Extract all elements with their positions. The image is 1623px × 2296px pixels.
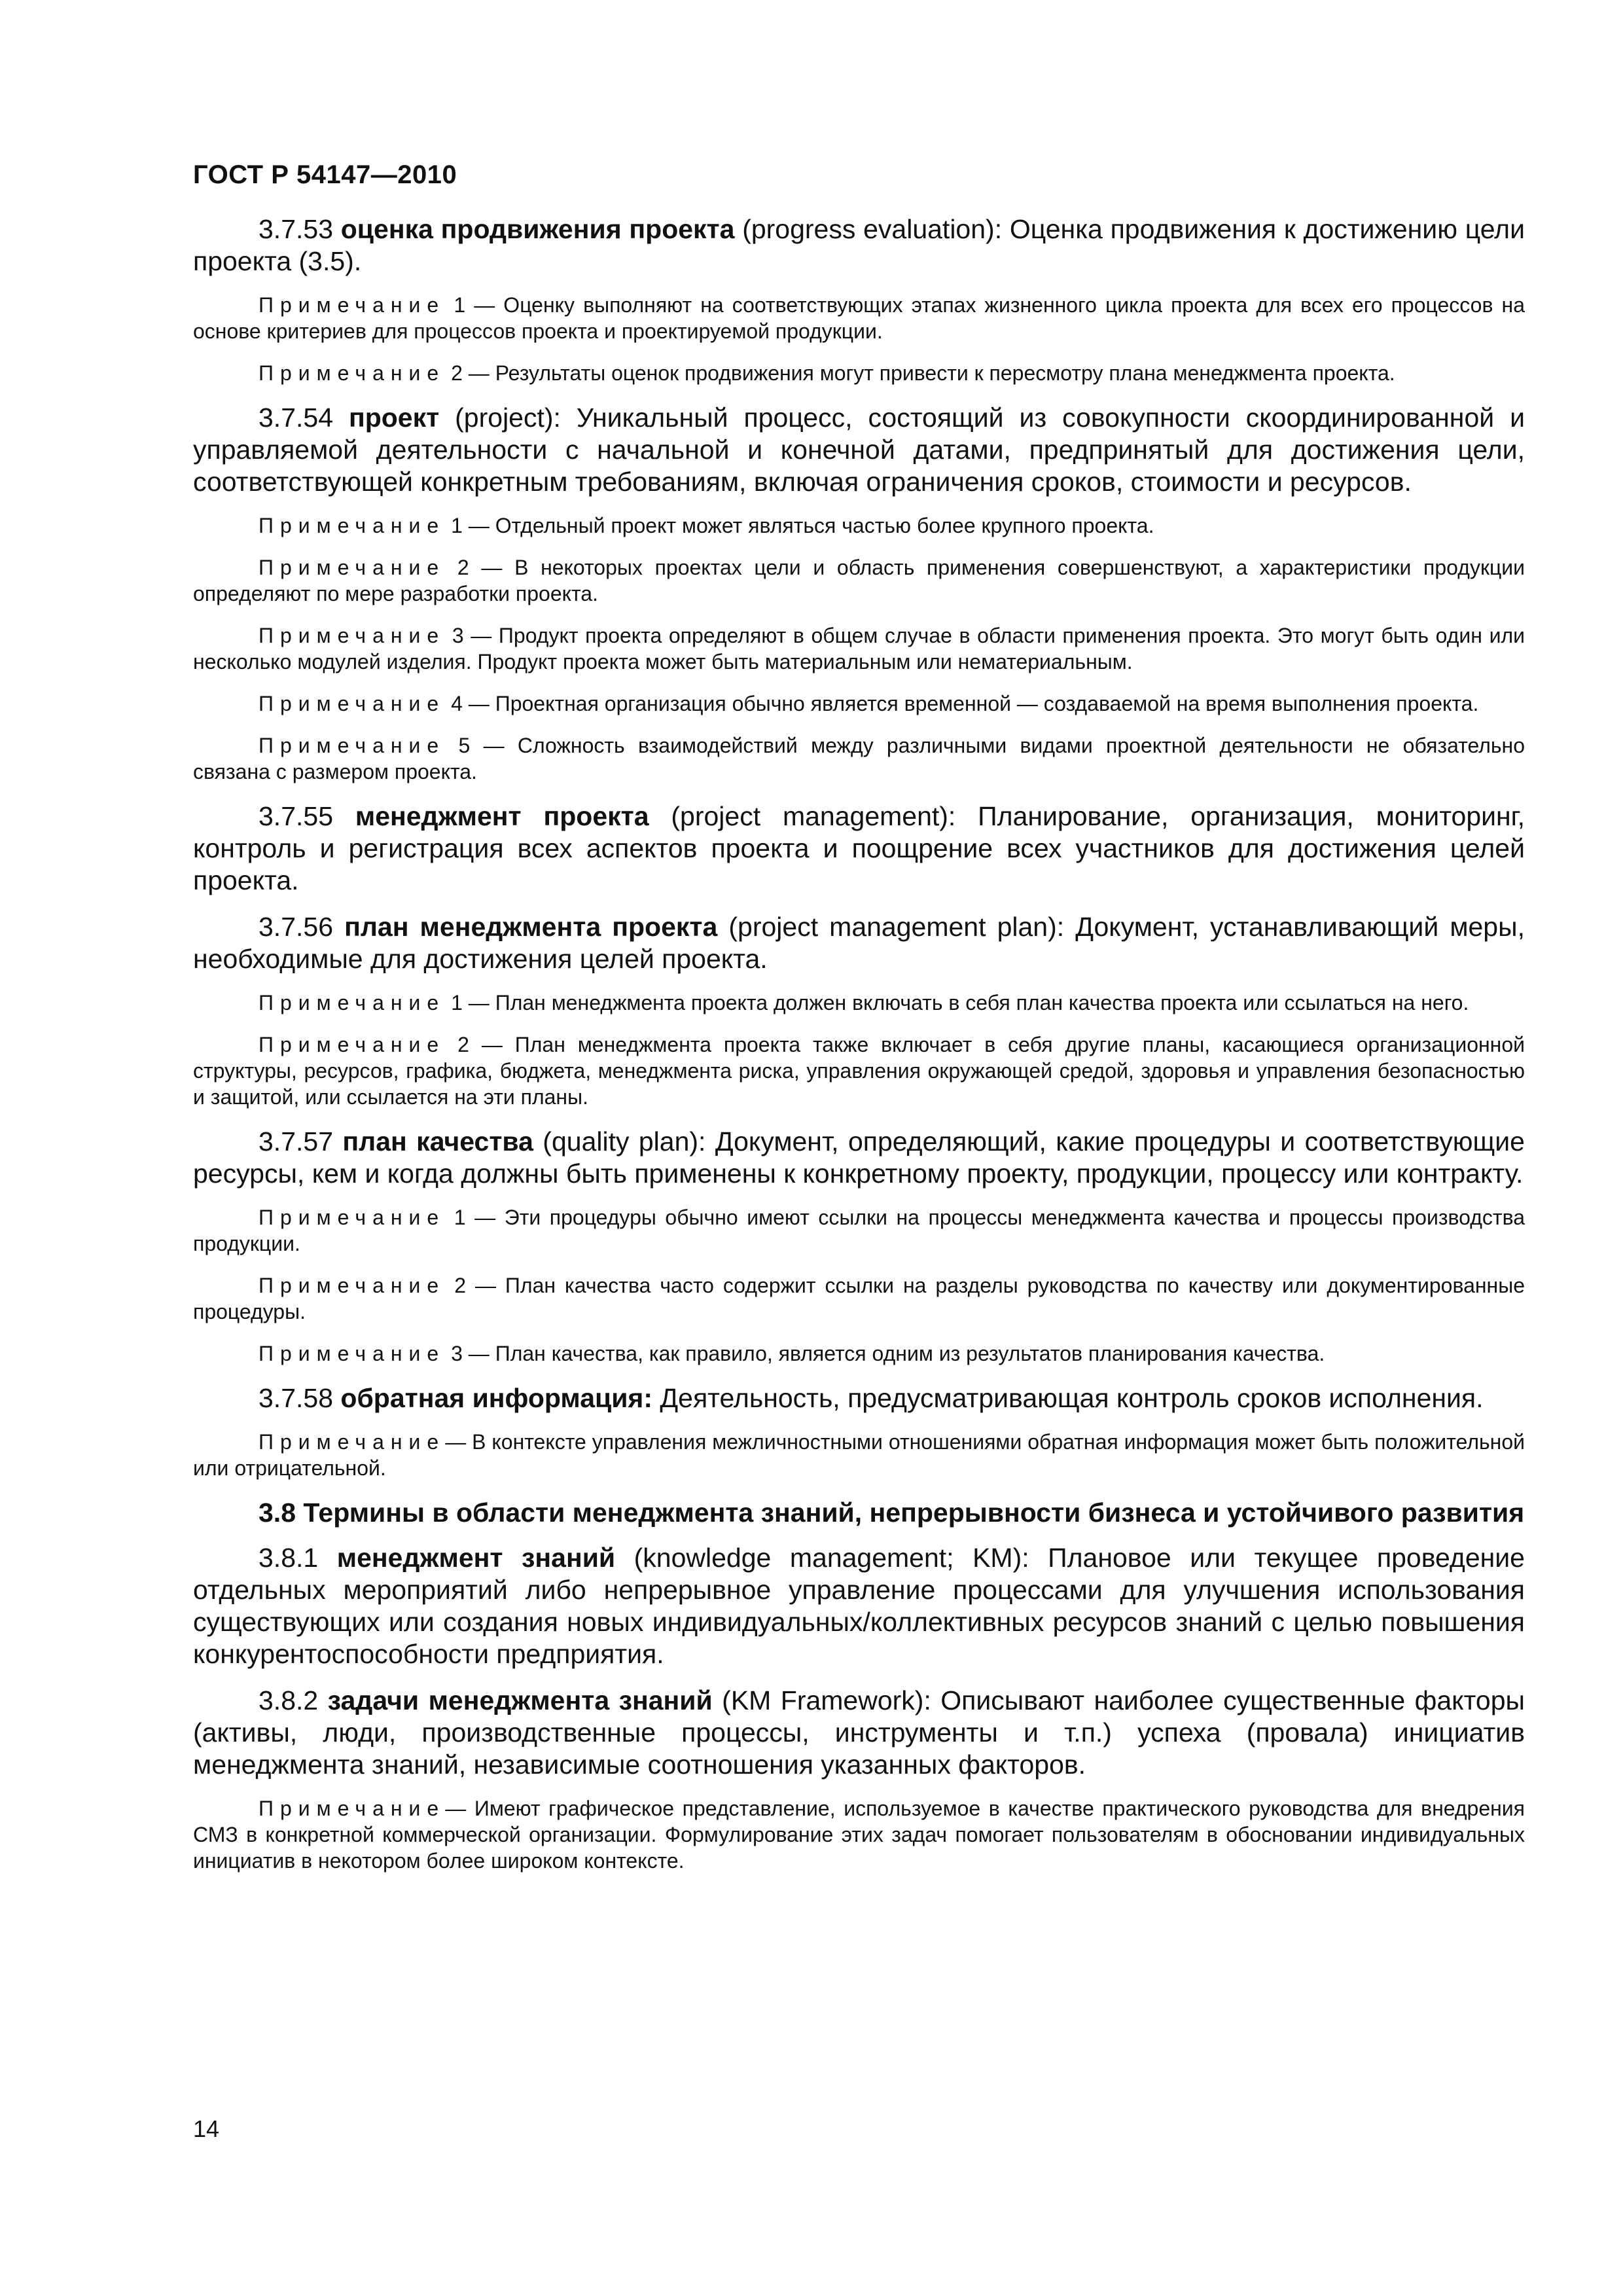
document-header: ГОСТ Р 54147—2010 — [193, 160, 457, 189]
note-number: 2 — [457, 1033, 469, 1056]
term-name: менеджмент знаний — [336, 1543, 616, 1573]
term-number: 3.7.56 — [259, 912, 333, 942]
term-name: план качества — [342, 1126, 533, 1157]
term-definition — [193, 1382, 1525, 1414]
note-number: 1 — [451, 991, 463, 1014]
note-number: 1 — [451, 514, 463, 537]
term-text: (progress evaluation): Оценка продвижения к достижению цели проекта (3.5). — [193, 214, 1525, 276]
note-text: План менеджмента проекта должен включать в себя план качества проекта или ссылаться на него. — [495, 991, 1469, 1014]
term-number: 3.8.1 — [259, 1543, 319, 1573]
note-label: Примечание — [259, 556, 446, 579]
note-text: В некоторых проектах цели и область применения совершенствуют, а характеристики продукции определяют по мере разработки проекта. — [193, 556, 1525, 605]
term-definition — [193, 402, 1525, 498]
note-text: Оценку выполняют на соответствующих этапах жизненного цикла проекта для всех его процессов на основе критериев для процессов проекта и проектируемой продукции. — [193, 293, 1525, 343]
note: Примечание 1 — Эти процедуры обычно имеют ссылки на процессы менеджмента качества и процессы производства продукции. — [193, 1206, 1525, 1255]
note-number: 4 — [451, 692, 463, 715]
note-number: 3 — [451, 1342, 463, 1365]
note-number: 2 — [451, 361, 463, 385]
term-number: 3.7.57 — [259, 1126, 333, 1157]
note-number: 1 — [454, 293, 466, 317]
term-definition — [193, 1542, 1525, 1670]
note: Примечание 2 — План менеджмента проекта также включает в себя другие планы, касающиеся организационной структуры, ресурсов, графика, бюджета, менеджмента риска, управления окружающей средой, здоровья и управления безопасностью и защитой, или ссылается на эти планы. — [193, 1033, 1525, 1109]
document-page — [193, 160, 1525, 1890]
page-number: 14 — [193, 2115, 220, 2142]
term-text: (knowledge management; KM): Плановое или текущее проведение отдельных мероприятий либо непрерывное управление процессами для улучшения использования существующих или создания новых индивидуальных/коллективных ресурсов знаний с целью повышения конкурентоспособности предприятия. — [193, 1543, 1525, 1669]
note-number: 1 — [454, 1206, 466, 1229]
note-number: 2 — [457, 556, 469, 579]
note: Примечание 2 — План качества часто содержит ссылки на разделы руководства по качеству или документированные процедуры. — [193, 1274, 1525, 1323]
term-name: оценка продвижения проекта — [340, 214, 735, 244]
note: Примечание— В контексте управления межличностными отношениями обратная информация может быть положительной или отрицательной. — [193, 1430, 1525, 1480]
note-text: План качества, как правило, является одним из результатов планирования качества. — [495, 1342, 1325, 1365]
note-text: План качества часто содержит ссылки на разделы руководства по качеству или документированные процедуры. — [193, 1274, 1525, 1323]
note-label: Примечание — [259, 1342, 446, 1365]
term-text: (project management plan): Документ, устанавливающий меры, необходимые для достижения целей проекта. — [193, 912, 1525, 974]
term-number: 3.8.2 — [259, 1685, 319, 1715]
note: Примечание— Имеют графическое представление, используемое в качестве практического руководства для внедрения СМЗ в конкретной коммерческой организации. Формулирование этих задач помогает пользователям в обосновании индивидуальных инициатив в некотором более широком контексте. — [193, 1797, 1525, 1873]
note-label: Примечание — [259, 1206, 446, 1229]
term-text: (quality plan): Документ, определяющий, какие процедуры и соответствующие ресурсы, кем и когда должны быть применены к конкретному проекту, продукции, процессу или контракту. — [193, 1126, 1525, 1189]
term-definition — [193, 800, 1525, 897]
note-text: Отдельный проект может являться частью более крупного проекта. — [495, 514, 1154, 537]
term-number: 3.7.58 — [259, 1383, 333, 1413]
term-text: (KM Framework): Описывают наиболее существенные факторы (активы, люди, производственные процессы, инструменты и т.п.) успеха (провала) инициатив менеджмента знаний, независимые соотношения указанных факторов. — [193, 1685, 1525, 1780]
term-name: проект — [348, 403, 440, 433]
note: Примечание 1 — План менеджмента проекта должен включать в себя план качества проекта или ссылаться на него. — [259, 991, 1469, 1014]
term-number: 3.7.53 — [259, 214, 333, 244]
note-text: В контексте управления межличностными отношениями обратная информация может быть положительной или отрицательной. — [193, 1430, 1525, 1480]
note-text: Сложность взаимодействий между различными видами проектной деятельности не обязательно связана с размером проекта. — [193, 734, 1525, 783]
note: Примечание 2 — Результаты оценок продвижения могут привести к пересмотру плана менеджмента проекта. — [259, 361, 1395, 385]
term-text: (project): Уникальный процесс, состоящий из совокупности скоординированной и управляемой деятельности с начальной и конечной датами, предпринятый для достижения цели, соответствующей конкретным требованиям, включая ограничения сроков, стоимости и ресурсов. — [193, 403, 1525, 497]
note-number: 5 — [458, 734, 471, 757]
note-text: План менеджмента проекта также включает в себя другие планы, касающиеся организационной структуры, ресурсов, графика, бюджета, менеджмента риска, управления окружающей средой, здоровья и управления безопасностью и защитой, или ссылается на эти планы. — [193, 1033, 1525, 1109]
note-text: Проектная организация обычно является временной — создаваемой на время выполнения проекта. — [495, 692, 1479, 715]
note-text: Имеют графическое представление, используемое в качестве практического руководства для внедрения СМЗ в конкретной коммерческой организации. Формулирование этих задач помогает пользователям в обосновании индивидуальных инициатив в некотором более широком контексте. — [193, 1797, 1525, 1873]
note-text: Результаты оценок продвижения могут привести к пересмотру плана менеджмента проекта. — [495, 361, 1395, 385]
note-number: 2 — [454, 1274, 466, 1297]
document-body — [193, 213, 1525, 1874]
term-number: 3.7.54 — [259, 403, 333, 433]
note-label: Примечание — [259, 293, 446, 317]
term-definition — [193, 213, 1525, 278]
note-number: 3 — [452, 624, 464, 647]
note-label: Примечание — [259, 991, 446, 1014]
note: Примечание 1 — Отдельный проект может являться частью более крупного проекта. — [259, 514, 1154, 537]
note: Примечание 3 — План качества, как правило, является одним из результатов планирования качества. — [259, 1342, 1325, 1365]
term-name: план менеджмента проекта — [344, 912, 718, 942]
note-label: Примечание — [259, 1274, 446, 1297]
note-text: Эти процедуры обычно имеют ссылки на процессы менеджмента качества и процессы производства продукции. — [193, 1206, 1525, 1255]
term-name: задачи менеджмента знаний — [327, 1685, 713, 1715]
note: Примечание 1 — Оценку выполняют на соответствующих этапах жизненного цикла проекта для всех его процессов на основе критериев для процессов проекта и проектируемой продукции. — [193, 293, 1525, 343]
note-label: Примечание — [259, 624, 446, 647]
term-text: (project management): Планирование, организация, мониторинг, контроль и регистрация всех аспектов проекта и поощрение всех участников для достижения целей проекта. — [193, 801, 1525, 895]
note: Примечание 4 — Проектная организация обычно является временной — создаваемой на время выполнения проекта. — [259, 692, 1479, 715]
note-text: Продукт проекта определяют в общем случае в области применения проекта. Это могут быть один или несколько модулей изделия. Продукт проекта может быть материальным или нематериальным. — [193, 624, 1525, 673]
note-label: Примечание — [259, 1430, 446, 1454]
term-definition — [193, 1126, 1525, 1190]
note: Примечание 3 — Продукт проекта определяют в общем случае в области применения проекта. Это могут быть один или несколько модулей изделия. Продукт проекта может быть материальным или нематериальным. — [193, 624, 1525, 673]
note-label: Примечание — [259, 1033, 446, 1056]
term-definition — [193, 1685, 1525, 1781]
note-label: Примечание — [259, 734, 446, 757]
note-label: Примечание — [259, 361, 446, 385]
section-heading: 3.8 Термины в области менеджмента знаний, непрерывности бизнеса и устойчивого развития — [259, 1498, 1525, 1528]
term-name: обратная информация: — [340, 1383, 653, 1413]
term-name: менеджмент проекта — [355, 801, 649, 831]
term-text: Деятельность, предусматривающая контроль сроков исполнения. — [652, 1383, 1484, 1413]
term-number: 3.7.55 — [259, 801, 333, 831]
note: Примечание 5 — Сложность взаимодействий между различными видами проектной деятельности не обязательно связана с размером проекта. — [193, 734, 1525, 783]
term-definition — [193, 911, 1525, 975]
note: Примечание 2 — В некоторых проектах цели и область применения совершенствуют, а характеристики продукции определяют по мере разработки проекта. — [193, 556, 1525, 605]
note-label: Примечание — [259, 514, 446, 537]
note-label: Примечание — [259, 692, 446, 715]
note-label: Примечание — [259, 1797, 446, 1820]
